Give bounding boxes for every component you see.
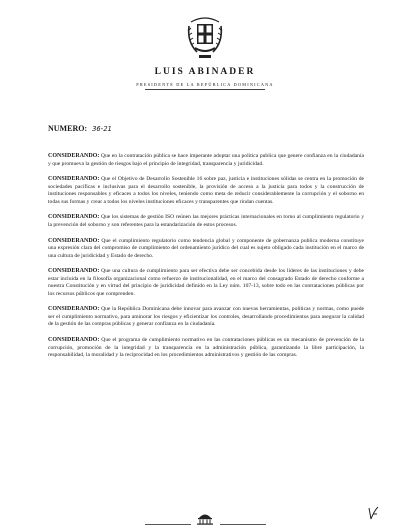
document-body — [48, 153, 364, 368]
paragraph-label: CONSIDERANDO: — [48, 176, 100, 183]
paragraph-label: CONSIDERANDO: — [48, 153, 100, 159]
header-divider — [145, 89, 265, 90]
building-emblem-icon — [196, 511, 214, 525]
paragraph-text: Que una cultura de cumplimiento para ser efectiva debe ser concebida desde los líderes de las instituciones y debe estar incluida en la filosofía organizacional como refuerzo de institucionalidad, en el marco del consagrado Estado de derecho conforme a nuestra Constitución y en virtud del principio de juridicidad definido en la Ley núm. 107-13, sobre todo en las contrataciones públicas por los recursos públicos que comprenden. — [48, 268, 364, 297]
footer-rule-right — [220, 524, 266, 525]
considerando-paragraph — [48, 238, 364, 261]
considerando-paragraph — [48, 153, 364, 168]
paragraph-text: Que la República Dominicana debe innovar para avanzar con nuevas herramientas, políticas y normas, como puede ser el cumplimiento normativo, para aminorar los riesgos y eficientizar los controles, desarrollando procedimientos para asegurar la calidad de la gestión de las compras públicas y generar confianza en la ciudadanía. — [48, 306, 364, 328]
decree-number-label: NUMERO: — [48, 124, 88, 133]
paragraph-text: Que en la contratación pública se hace imperante adoptar una política publica que genere confianza en la ciudadanía y que promueva la gestión de riesgos bajo el principio de integridad, transparencia y juridicidad. — [48, 153, 364, 167]
author-title: PRESIDENTE DE LA REPÚBLICA DOMINICANA — [136, 82, 274, 87]
considerando-paragraph — [48, 176, 364, 206]
considerando-paragraph — [48, 337, 364, 360]
paragraph-label: CONSIDERANDO: — [48, 268, 100, 275]
decree-number — [48, 124, 112, 133]
considerando-paragraph — [48, 214, 364, 229]
paragraph-text: Que el cumplimiento regulatorio como tendencia global y componente de gobernanza publica moderna constituye una expresión clara del compromiso de cumplimiento del ordenamiento jurídico del cual es sujeto obligado cada institución en el marco de una cultura de juridicidad y Estado de derecho. — [48, 237, 364, 259]
footer-rule-left — [145, 524, 191, 525]
coat-of-arms-seal-icon — [185, 12, 225, 62]
considerando-paragraph — [48, 268, 364, 298]
paragraph-label: CONSIDERANDO: — [48, 214, 100, 221]
considerando-paragraph — [48, 306, 364, 329]
paragraph-text: Que el Objetivo de Desarrollo Sostenible 16 sobre paz, justicia e instituciones sólidas se centra en la promoción de sociedades pacíficas e inclusivas para el desarrollo sostenible, la provisión de acceso a la justicia para todos y la construcción de instituciones responsables y eficaces a todos los niveles, teniendo como meta de reducir considerablemente la corrupción y el soborno en todas sus formas y crear a todos los niveles instituciones eficaces y transparentes que rindan cuentas. — [48, 176, 364, 205]
paragraph-text: Que el programa de cumplimiento normativo en las contrataciones públicas es un mecanismo de prevención de la corrupción, promoción de la integridad y la transparencia en la administración pública, garantizando la libre participación, la responsabilidad, la moralidad y la reciprocidad en los procedimientos administrativos y gestión de las compras. — [48, 337, 364, 359]
handwritten-initials-icon — [366, 505, 380, 521]
paragraph-text: Que los sistemas de gestión ISO reúnen las mejores prácticas internacionales en torno al cumplimiento regulatorio y la prevención del soborno y son referentes para la estandarización de estos procesos. — [48, 214, 364, 228]
author-name: LUIS ABINADER — [154, 67, 256, 77]
paragraph-label: CONSIDERANDO: — [48, 237, 100, 244]
decree-number-value: 36-21 — [92, 125, 112, 133]
paragraph-label: CONSIDERANDO: — [48, 337, 100, 344]
paragraph-label: CONSIDERANDO: — [48, 306, 100, 313]
